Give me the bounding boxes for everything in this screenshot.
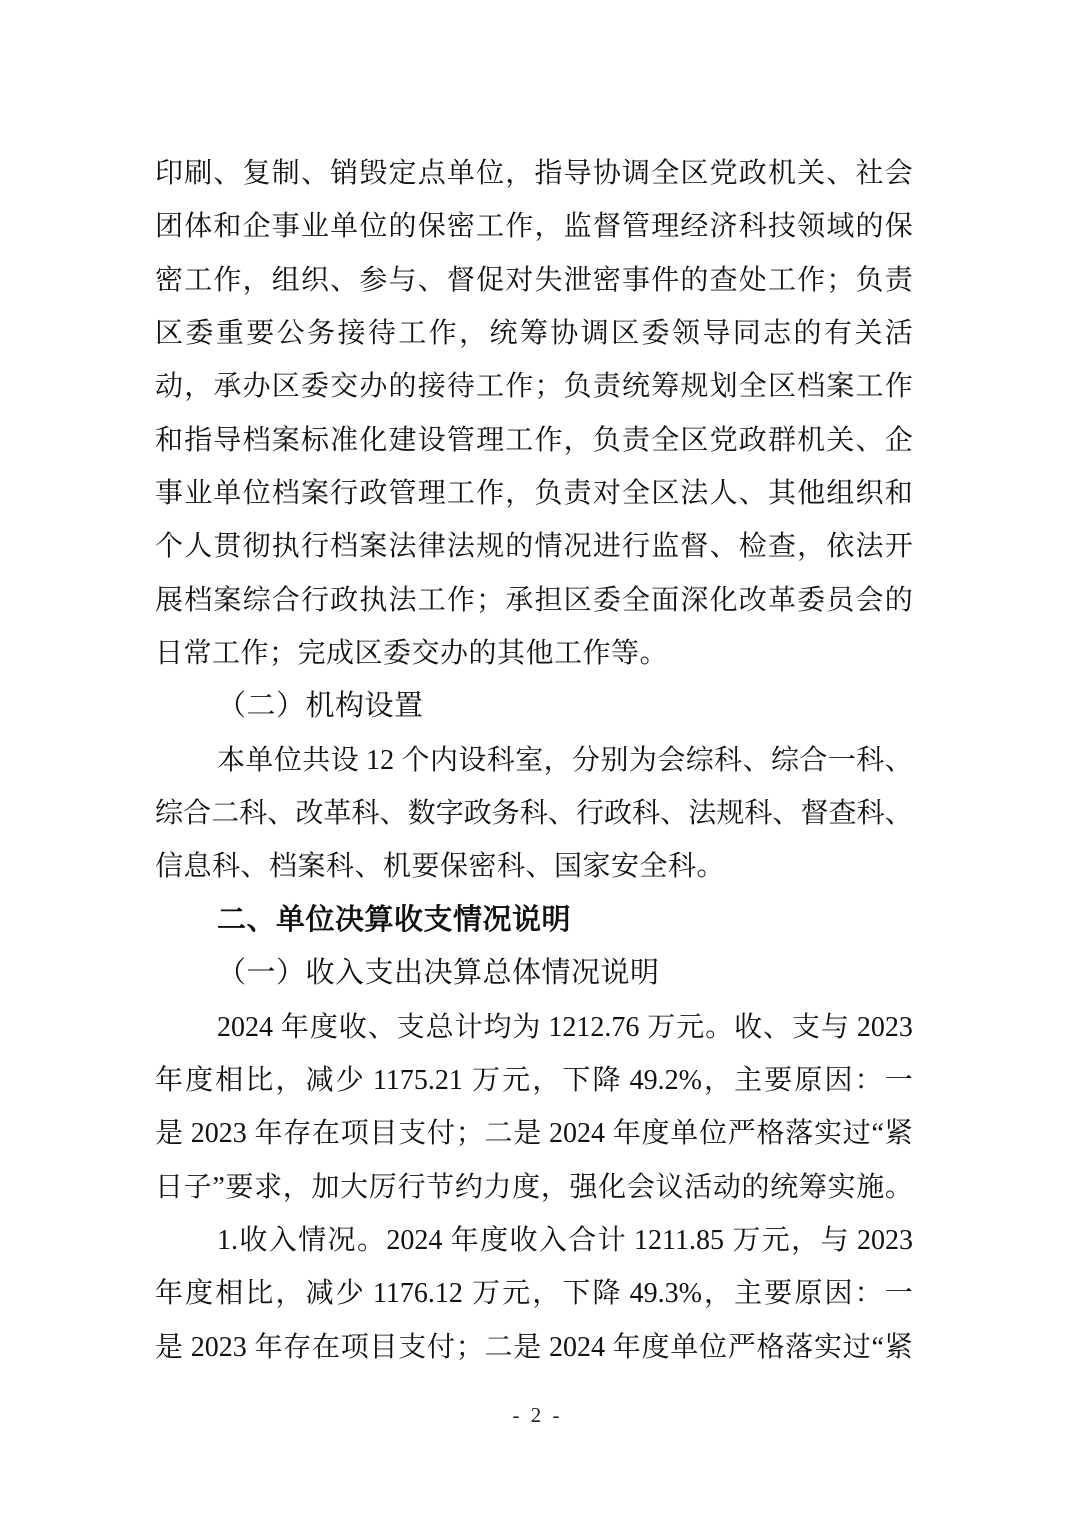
text-line: 1. 收 入 情 况 。 2024 年 度 收 入 合 计 1211.85 万 元 ， 与 2023 [217, 1224, 913, 1256]
text-line: 本 单 位 共 设 12 个 内 设 科 室 ， 分 别 为 会 综 科 、 综 合 一 科 、 [217, 744, 913, 776]
text-line: 展 档 案 综 合 行 政 执 法 工 作 ； 承 担 区 委 全 面 深 化 改 革 委 员 会 的 [155, 584, 913, 616]
text-line: 团 体 和 企 事 业 单 位 的 保 密 工 作 ， 监 督 管 理 经 济 科 技 领 域 的 保 [155, 211, 913, 243]
text-line: 事 业 单 位 档 案 行 政 管 理 工 作 ， 负 责 对 全 区 法 人 、 其 他 组 织 和 [155, 478, 913, 510]
text-line: 日常工作；完成区委交办的其他工作等。 [155, 638, 669, 670]
text-line: 印 刷 、 复 制 、 销 毁 定 点 单 位 ， 指 导 协 调 全 区 党 政 机 关 、 社 会 [155, 158, 913, 189]
text-line: 年 度 相 比 ， 减 少 1175.21 万 元 ， 下 降 49.2% ， 主 要 原 因 ： 一 [155, 1064, 913, 1096]
text-line: 区 委 重 要 公 务 接 待 工 作 ， 统 筹 协 调 区 委 领 导 同 志 的 有 关 活 [155, 318, 913, 350]
text-line: 信息科、档案科、机要保密科、国家安全科。 [155, 851, 726, 883]
text-line: 综 合 二 科 、 改 革 科 、 数 字 政 务 科 、 行 政 科 、 法 规 科 、 督 查 科 、 [155, 798, 913, 830]
text-line: 是 2023 年 存 在 项 目 支 付 ； 二 是 2024 年 度 单 位 严 格 落 实 过 “ 紧 [155, 1331, 913, 1363]
text-line: 和 指 导 档 案 标 准 化 建 设 管 理 工 作 ， 负 责 全 区 党 政 群 机 关 、 企 [155, 424, 913, 456]
text-line: 个 人 贯 彻 执 行 档 案 法 律 法 规 的 情 况 进 行 监 督 、 检 查 ， 依 法 开 [155, 531, 913, 563]
heading-org-setup: （二）机构设置 [217, 690, 424, 723]
heading-income-expense-overview: （一）收入支出决算总体情况说明 [217, 957, 660, 990]
page-number: - 2 - [512, 1403, 563, 1427]
text-line: 是 2023 年 存 在 项 目 支 付 ； 二 是 2024 年 度 单 位 严 格 落 实 过 “ 紧 [155, 1118, 913, 1150]
text-line: 动 ， 承 办 区 委 交 办 的 接 待 工 作 ； 负 责 统 筹 规 划 全 区 档 案 工 作 [155, 371, 913, 403]
heading-budget-statement: 二、单位决算收支情况说明 [217, 903, 572, 936]
document-text-block [155, 147, 913, 1374]
text-line: 日 子 ” 要 求 ， 加 大 厉 行 节 约 力 度 ， 强 化 会 议 活 动 的 统 筹 实 施 。 [155, 1171, 913, 1203]
text-line: 密 工 作 ， 组 织 、 参 与 、 督 促 对 失 泄 密 事 件 的 查 处 工 作 ； 负 责 [155, 264, 913, 296]
text-line: 2024 年 度 收 、 支 总 计 均 为 1212.76 万 元 。 收 、 支 与 2023 [217, 1011, 913, 1043]
text-line: 年 度 相 比 ， 减 少 1176.12 万 元 ， 下 降 49.3% ， 主 要 原 因 ： 一 [155, 1278, 913, 1310]
